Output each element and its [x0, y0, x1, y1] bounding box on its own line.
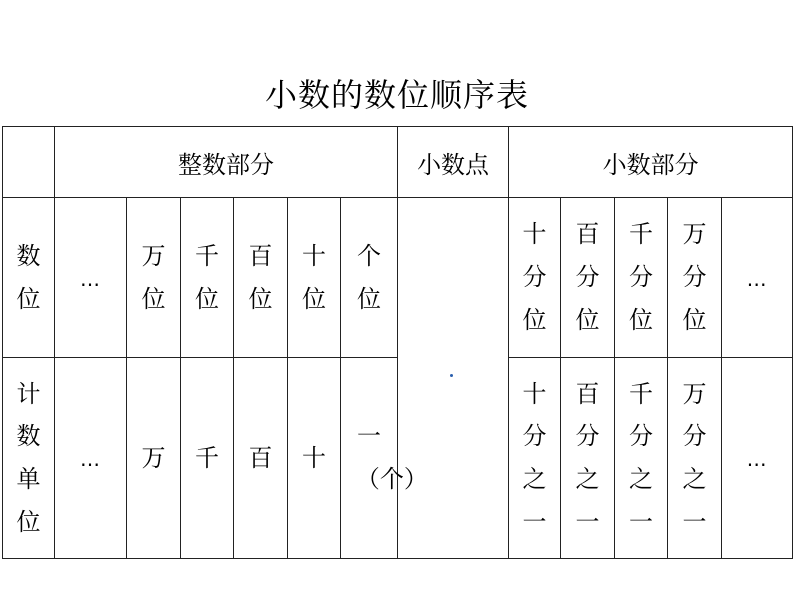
ellipsis-cell: …: [722, 358, 793, 559]
place-cell: 百分位: [561, 198, 615, 358]
unit-cell: 千分之一: [615, 358, 668, 559]
integer-part-header: 整数部分: [55, 127, 398, 198]
ellipsis-cell: …: [55, 198, 127, 358]
ellipsis-cell: …: [722, 198, 793, 358]
row-label-unit: 计数单位: [3, 358, 55, 559]
decimal-part-header: 小数部分: [509, 127, 793, 198]
place-cell: 万分位: [668, 198, 722, 358]
place-cell: 十位: [288, 198, 341, 358]
unit-cell: 十: [288, 358, 341, 559]
place-cell: 万位: [127, 198, 181, 358]
place-row: [3, 198, 793, 358]
unit-cell: 千: [181, 358, 234, 559]
unit-cell: 百: [234, 358, 288, 559]
place-cell: 千分位: [615, 198, 668, 358]
unit-cell: 万: [127, 358, 181, 559]
unit-cell: 一（个）: [341, 358, 398, 559]
place-cell: 十分位: [509, 198, 561, 358]
row-label-place: 数位: [3, 198, 55, 358]
unit-cell: 百分之一: [561, 358, 615, 559]
unit-cell: 万分之一: [668, 358, 722, 559]
ellipsis-cell: …: [55, 358, 127, 559]
corner-cell: [3, 127, 55, 198]
place-cell: 百位: [234, 198, 288, 358]
header-row: [3, 127, 793, 198]
page-title: 小数的数位顺序表: [264, 76, 529, 114]
decimal-point-mark: [450, 374, 453, 377]
place-cell: 个位: [341, 198, 398, 358]
unit-cell: 十分之一: [509, 358, 561, 559]
decimal-point-cell: [398, 198, 509, 559]
place-value-table: [2, 126, 793, 559]
decimal-point-header: 小数点: [398, 127, 509, 198]
place-cell: 千位: [181, 198, 234, 358]
